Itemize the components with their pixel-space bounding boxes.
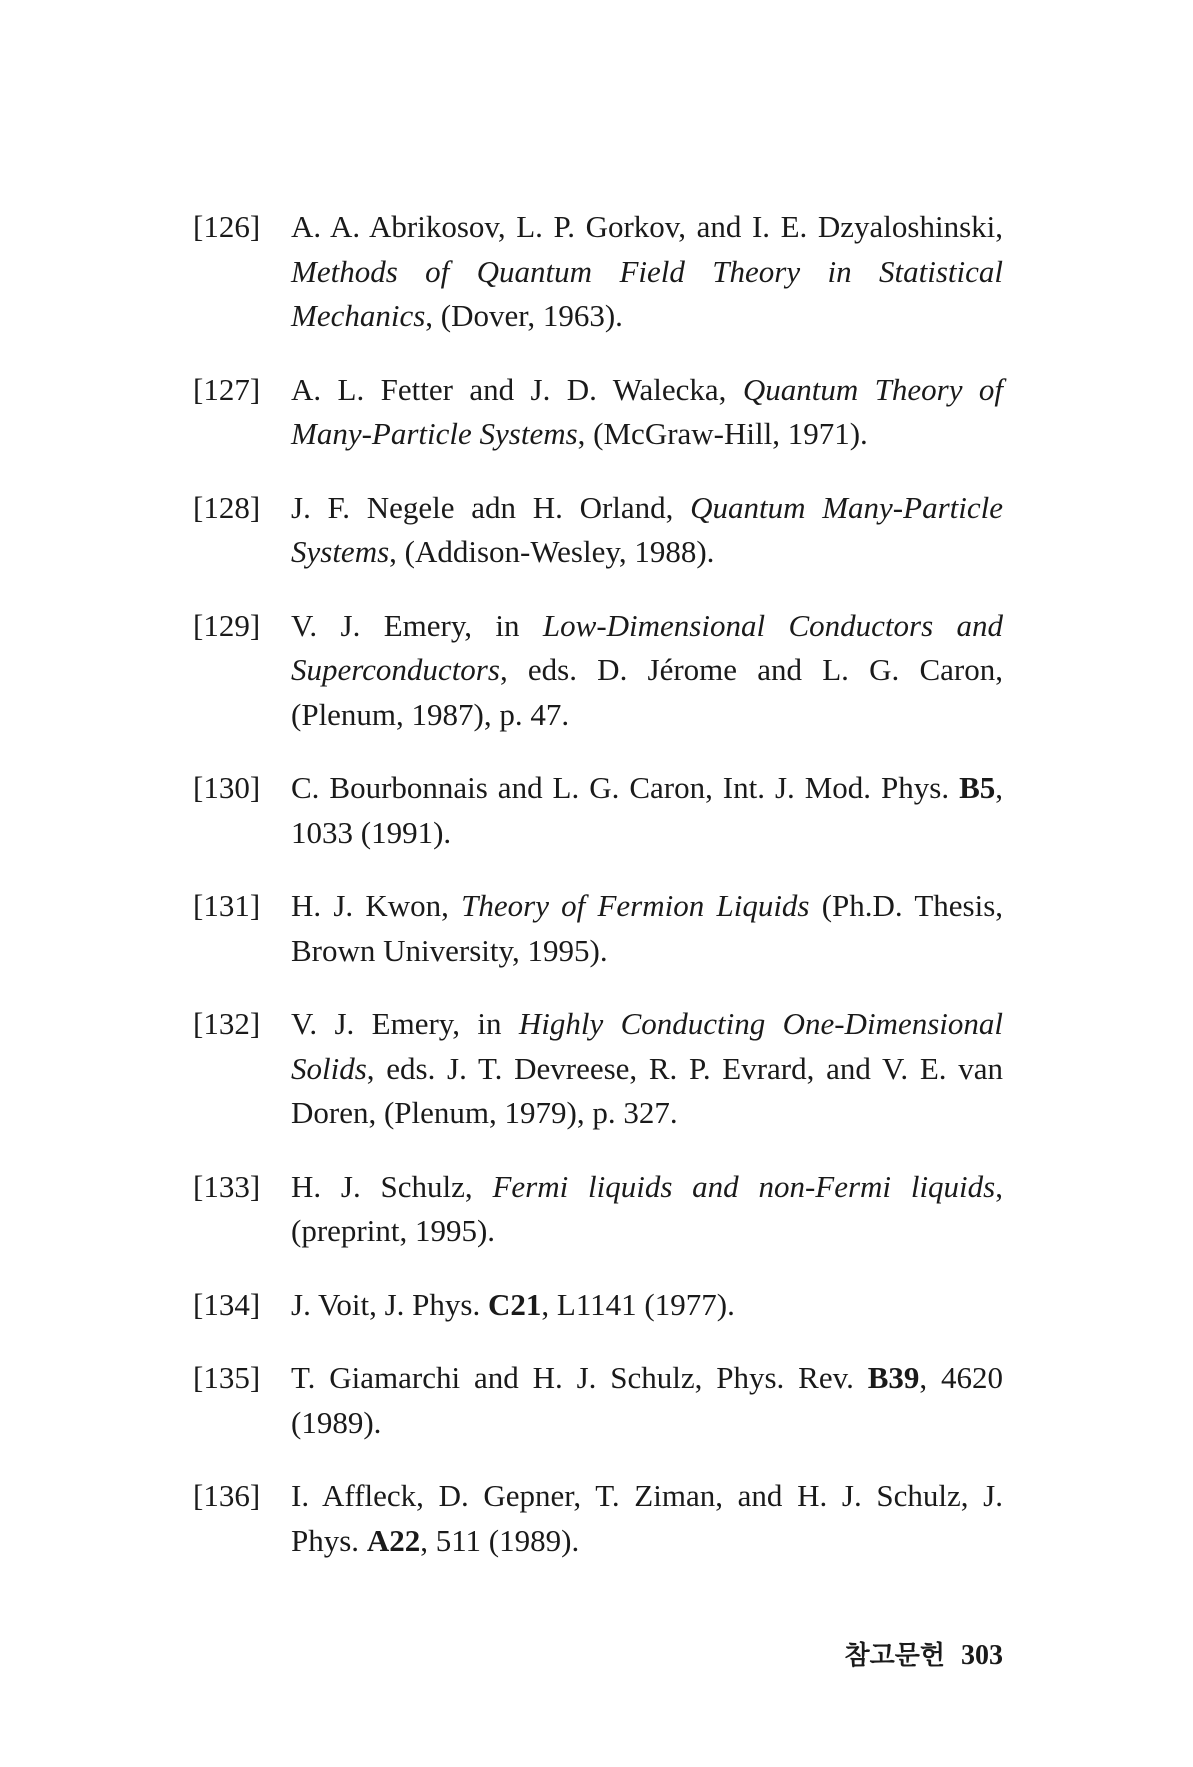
reference-text <box>291 770 1003 850</box>
reference-number: [132] <box>193 1006 261 1041</box>
reference-segment: , 511 (1989). <box>420 1522 580 1558</box>
reference-number: [131] <box>193 888 261 923</box>
reference-entry <box>193 1356 1003 1445</box>
reference-entry <box>193 1165 1003 1254</box>
reference-segment: (Ph.D. Thesis, Brown University, 1995). <box>291 888 1004 968</box>
reference-segment: , eds. D. Jérome and L. G. Caron, (Plenum, 1987), p. 47. <box>291 652 1003 732</box>
reference-text <box>291 888 1003 968</box>
reference-segment: H. J. Schulz, <box>291 1168 493 1204</box>
reference-segment: , 1033 (1991). <box>291 770 1003 850</box>
reference-number: [133] <box>193 1168 261 1204</box>
reference-entry <box>193 486 1003 575</box>
reference-segment: I. Affleck, D. Gepner, T. Ziman, and H. J. Schulz, J. Phys. <box>291 1478 1003 1558</box>
reference-text <box>291 1287 735 1322</box>
reference-segment: T. Giamarchi and H. J. Schulz, Phys. Rev. <box>291 1360 868 1395</box>
reference-segment: A. A. Abrikosov, L. P. Gorkov, and I. E. Dzyaloshinski, <box>291 209 1003 244</box>
reference-title: Quantum Many-Particle Systems <box>291 489 1003 569</box>
reference-text <box>291 608 1003 732</box>
reference-segment: C. Bourbonnais and L. G. Caron, Int. J. Mod. Phys. <box>291 770 960 805</box>
reference-number: [128] <box>193 489 261 525</box>
reference-segment: , (McGraw-Hill, 1971). <box>577 416 868 451</box>
running-footer-label: 참고문헌 <box>844 1641 945 1671</box>
reference-text <box>291 209 1003 333</box>
reference-text <box>291 1360 1003 1440</box>
reference-text <box>291 1006 1003 1130</box>
reference-segment: , 4620 (1989). <box>291 1360 1004 1440</box>
reference-title: Highly Conducting One-Dimensional Solids <box>291 1006 1003 1086</box>
reference-entry <box>193 1002 1003 1136</box>
reference-segment: A. L. Fetter and J. D. Walecka, <box>291 371 743 407</box>
reference-number: [127] <box>193 371 261 407</box>
reference-segment: V. J. Emery, in <box>291 607 543 643</box>
reference-number: [129] <box>193 607 261 643</box>
reference-number: [130] <box>193 770 261 805</box>
reference-text <box>291 1169 1003 1249</box>
reference-segment: J. Voit, J. Phys. <box>291 1286 488 1322</box>
reference-title: Quantum Theory of Many-Particle Systems <box>291 371 1003 451</box>
reference-segment: , eds. J. T. Devreese, R. P. Evrard, and V. E. van Doren, (Plenum, 1979), p. 327. <box>291 1050 1003 1130</box>
reference-segment: J. F. Negele adn H. Orland, <box>291 489 691 525</box>
reference-segment: , (Addison-Wesley, 1988). <box>389 534 715 569</box>
reference-number: [135] <box>193 1360 261 1395</box>
reference-text <box>291 490 1003 570</box>
reference-segment: V. J. Emery, in <box>291 1006 519 1041</box>
reference-volume: B39 <box>867 1360 920 1395</box>
reference-segment: , (Dover, 1963). <box>425 298 623 333</box>
reference-volume: B5 <box>959 770 996 805</box>
reference-segment: H. J. Kwon, <box>291 888 462 923</box>
reference-entry <box>193 1283 1003 1328</box>
reference-number: [126] <box>193 209 261 244</box>
reference-list <box>193 205 1003 1592</box>
reference-title: Fermi liquids and non-Fermi liquids <box>492 1168 996 1204</box>
reference-title: Methods of Quantum Field Theory in Statistical Mechanics <box>291 253 1003 333</box>
page-number: 303 <box>961 1640 1003 1671</box>
reference-entry <box>193 205 1003 339</box>
reference-text <box>291 372 1003 452</box>
reference-title: Low-Dimensional Conductors and Superconductors <box>291 607 1003 687</box>
reference-segment: , (preprint, 1995). <box>291 1168 1003 1248</box>
reference-text <box>291 1478 1003 1558</box>
reference-entry <box>193 368 1003 457</box>
reference-number: [134] <box>193 1286 261 1322</box>
reference-segment: , L1141 (1977). <box>541 1286 735 1322</box>
reference-volume: C21 <box>488 1286 542 1322</box>
reference-title: Theory of Fermion Liquids <box>461 888 810 923</box>
reference-entry <box>193 604 1003 738</box>
page-footer <box>820 1635 1003 1672</box>
reference-volume: A22 <box>366 1522 421 1558</box>
reference-number: [136] <box>193 1478 261 1513</box>
reference-entry <box>193 1474 1003 1563</box>
reference-entry <box>193 766 1003 855</box>
reference-entry <box>193 884 1003 973</box>
